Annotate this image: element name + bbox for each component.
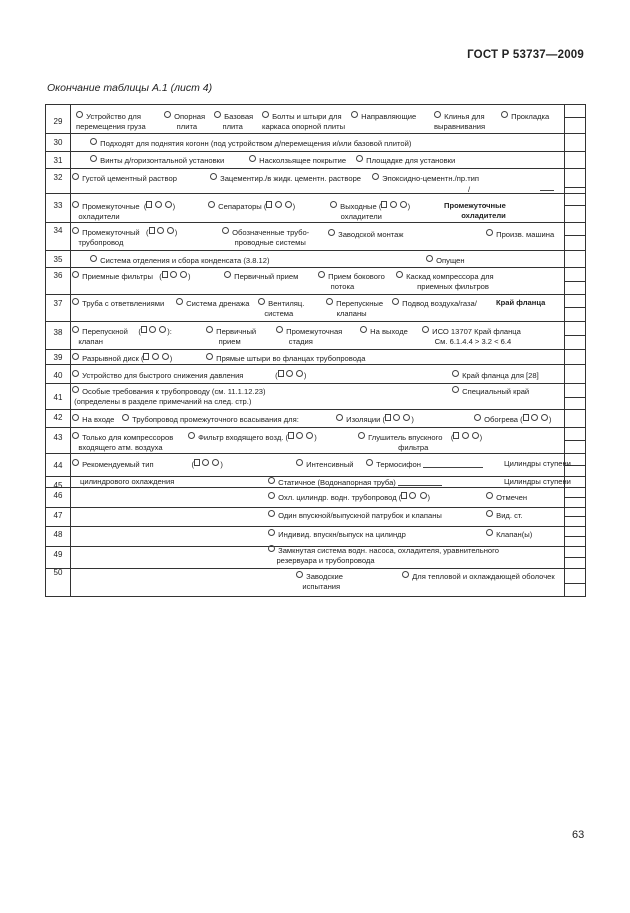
radio-icon[interactable] [224,271,231,278]
radio-icon[interactable] [165,201,172,208]
radio-icon[interactable] [472,432,479,439]
option[interactable]: Сепараторы ( ) [208,201,295,212]
row-number: 50 [53,568,63,577]
option[interactable]: Промежуточные ( ) охладители [72,201,175,222]
option[interactable]: Промежуточная стадия [276,326,342,347]
option[interactable]: Направляющие [351,111,416,122]
option-label: Край фланца [496,298,546,307]
radio-icon[interactable] [275,201,282,208]
radio-icon[interactable] [330,201,337,208]
radio-icon[interactable] [206,353,213,360]
radio-icon[interactable] [162,353,169,360]
option[interactable]: ИСО 13707 Край фланца См. 6.1.4.4 > 3.2 < 6.4 [422,326,521,347]
checkbox-icon[interactable] [149,227,155,234]
row-number: 38 [53,328,63,337]
option[interactable]: Подходят для поднятия когонн (под устройством д/перемещения и/или базовой плитой) [90,138,411,149]
radio-icon[interactable] [306,432,313,439]
radio-icon[interactable] [541,414,548,421]
radio-icon[interactable] [268,510,275,517]
option-label: Цилиндры ступени [504,477,571,486]
radio-icon[interactable] [318,271,325,278]
radio-icon[interactable] [326,298,333,305]
radio-icon[interactable] [358,432,365,439]
option[interactable]: Базовая плита [214,111,253,132]
radio-icon[interactable] [90,155,97,162]
radio-icon[interactable] [72,227,79,234]
radio-icon[interactable] [180,271,187,278]
radio-icon[interactable] [396,271,403,278]
row-number: 29 [53,117,63,126]
radio-icon[interactable] [452,370,459,377]
option[interactable]: Приемные фильтры ( ) [72,271,191,282]
option[interactable]: Труба с ответвлениями [72,298,164,309]
radio-icon[interactable] [208,201,215,208]
radio-icon[interactable] [72,353,79,360]
radio-icon[interactable] [72,326,79,333]
row-number: 40 [53,371,63,380]
radio-icon[interactable] [336,414,343,421]
radio-icon[interactable] [72,459,79,466]
option[interactable]: Устройство для быстрого снижения давления ( ) [72,370,306,381]
option-label: Промежуточные охладители [444,201,506,220]
option[interactable]: Заводской монтаж [328,229,403,240]
radio-icon[interactable] [72,298,79,305]
option[interactable]: Насколзьящее покрытие [249,155,346,166]
option[interactable]: Каскад компрессора для приемных фильтров [396,271,494,292]
radio-icon[interactable] [210,173,217,180]
option[interactable]: Один впускной/выпускной патрубок и клапаны [268,510,442,521]
radio-icon[interactable] [155,201,162,208]
radio-icon[interactable] [72,370,79,377]
option[interactable]: Прием бокового потока [318,271,385,292]
option[interactable]: Изоляции ( ) [336,414,414,425]
option[interactable]: Опущен [426,255,465,266]
row-number: 33 [53,201,63,210]
radio-icon[interactable] [76,111,83,118]
radio-icon[interactable] [296,571,303,578]
option[interactable]: Разрывной диск ( ) [72,353,172,364]
radio-icon[interactable] [501,111,508,118]
option[interactable]: Статичное (Водонапорная труба) [268,477,442,488]
radio-icon[interactable] [176,298,183,305]
option[interactable]: Винты д/горизонтальной установки [90,155,224,166]
radio-icon[interactable] [276,326,283,333]
radio-icon[interactable] [286,370,293,377]
radio-icon[interactable] [157,227,164,234]
option[interactable]: На выходе [360,326,408,337]
radio-icon[interactable] [268,477,275,484]
radio-icon[interactable] [122,414,129,421]
radio-icon[interactable] [152,353,159,360]
radio-icon[interactable] [531,414,538,421]
checkbox-icon[interactable] [141,326,147,333]
radio-icon[interactable] [328,229,335,236]
option[interactable]: Вид. ст. [486,510,523,521]
radio-icon[interactable] [72,414,79,421]
option[interactable]: Первичный прием [206,326,256,347]
radio-icon[interactable] [296,459,303,466]
radio-icon[interactable] [159,326,166,333]
radio-icon[interactable] [262,111,269,118]
option[interactable]: Болты и штыри для каркаса опорной плиты [262,112,346,131]
checkbox-icon[interactable] [162,271,168,278]
row-number: 44 [53,461,63,470]
row-number: 47 [53,511,63,520]
row-number: 46 [53,491,63,500]
option[interactable]: Перепускные клапаны [326,298,383,319]
radio-icon[interactable] [72,386,79,393]
radio-icon[interactable] [214,111,221,118]
radio-icon[interactable] [486,510,493,517]
radio-icon[interactable] [206,326,213,333]
row-number: 30 [53,138,63,147]
option[interactable]: Выходные ( ) охладители [330,201,410,222]
radio-icon[interactable] [420,492,427,499]
radio-icon[interactable] [268,529,275,536]
option[interactable]: Прокладка [501,111,549,122]
checkbox-icon[interactable] [385,414,391,421]
radio-icon[interactable] [486,492,493,499]
row-number: 35 [53,255,63,264]
radio-icon[interactable] [167,227,174,234]
checkbox-icon[interactable] [143,353,149,360]
radio-icon[interactable] [258,298,265,305]
option[interactable]: Термосифон [366,459,483,470]
option[interactable]: Вентиляц. система [258,298,304,319]
radio-icon[interactable] [462,432,469,439]
row-number: 49 [53,550,63,559]
row-number: 37 [53,299,63,308]
radio-icon[interactable] [360,326,367,333]
option[interactable]: Заводские испытания [296,571,343,592]
radio-icon[interactable] [164,111,171,118]
row-number: 34 [53,226,63,235]
option[interactable]: Подвод воздуха/газа/ [392,298,477,309]
checkbox-icon[interactable] [381,201,387,208]
option[interactable]: Клинья для выравнивания [434,112,486,131]
row-number: 42 [53,413,63,422]
option[interactable]: Клапан(ы) [486,529,532,540]
option[interactable]: Первичный прием [224,271,298,282]
radio-icon[interactable] [402,571,409,578]
option[interactable]: Опорная плита [164,111,205,132]
radio-icon[interactable] [434,111,441,118]
option[interactable]: Охл. цилиндр. водн. трубопровод ( ) [268,492,430,503]
option[interactable]: Система отделения и сбора конденсата (3.8.12) [90,255,270,266]
radio-icon[interactable] [90,255,97,262]
option[interactable]: Глушитель впускного ( ) фильтра [358,432,482,453]
radio-icon[interactable] [170,271,177,278]
option-label: цилиндрового охлаждения [80,477,175,486]
page-number: 63 [572,829,585,841]
option[interactable]: Рекомендуемый тип ( ) [72,459,223,470]
radio-icon[interactable] [409,492,416,499]
radio-icon[interactable] [72,271,79,278]
radio-icon[interactable] [356,155,363,162]
option[interactable]: Густой цементный раствор [72,173,177,184]
checkbox-icon[interactable] [278,370,284,377]
radio-icon[interactable] [268,492,275,499]
radio-icon[interactable] [296,370,303,377]
row-number: 43 [53,433,63,442]
radio-icon[interactable] [296,432,303,439]
row-number: 45 [53,481,63,490]
radio-icon[interactable] [222,227,229,234]
radio-icon[interactable] [392,298,399,305]
option[interactable]: Система дренажа [176,298,249,309]
radio-icon[interactable] [149,326,156,333]
option[interactable]: Трубопровод промежуточного всасывания для: [122,414,299,425]
option[interactable]: Отмечен [486,492,527,503]
option[interactable]: Для тепловой и охлаждающей оболочек [402,571,555,582]
radio-icon[interactable] [372,173,379,180]
fill-line[interactable] [540,183,554,193]
row-number: 48 [53,530,63,539]
row-number: 31 [53,156,63,165]
row-number: 41 [53,393,63,402]
row-number: 39 [53,353,63,362]
radio-icon[interactable] [72,201,79,208]
option[interactable]: Эпоксидно-цементн./пр.тип [372,173,479,184]
option[interactable]: Индивид. впускн/выпуск на цилиндр [268,529,406,540]
radio-icon[interactable] [202,459,209,466]
radio-icon[interactable] [474,414,481,421]
option[interactable]: Особые требования к трубопроводу (см. 11.1.12.23) (определены в разделе примечаний на след. стр.) [72,386,266,407]
radio-icon[interactable] [188,432,195,439]
radio-icon[interactable] [486,529,493,536]
checkbox-icon[interactable] [401,492,407,499]
option[interactable]: Интенсивный [296,459,354,470]
table-caption: Окончание таблицы А.1 (лист 4) [47,82,213,94]
radio-icon[interactable] [426,255,433,262]
checkbox-icon[interactable] [523,414,529,421]
option[interactable]: Фильтр входящего возд. ( ) [188,432,317,443]
radio-icon[interactable] [285,201,292,208]
checkbox-icon[interactable] [194,459,200,466]
radio-icon[interactable] [390,201,397,208]
radio-icon[interactable] [72,432,79,439]
option[interactable]: Только для компрессоров входящего атм. воздуха [72,432,173,453]
radio-icon[interactable] [486,229,493,236]
radio-icon[interactable] [72,173,79,180]
option-label: Цилиндры ступени [504,459,571,468]
radio-icon[interactable] [393,414,400,421]
option[interactable]: Замкнутая система водн. насоса, охладителя, уравнительного резервуара и трубопровода [268,545,499,566]
radio-icon[interactable] [212,459,219,466]
row-number: 36 [53,271,63,280]
option[interactable]: Прямые штыри во фланцах трубопровода [206,353,365,364]
option[interactable]: Устройство для перемещения груза [76,112,146,131]
radio-icon[interactable] [366,459,373,466]
option[interactable]: Произв. машина [486,229,554,240]
option[interactable]: Зацементир./в жидк. цементн. растворе [210,173,361,184]
checkbox-icon[interactable] [453,432,459,439]
radio-icon[interactable] [90,138,97,145]
data-sheet-table [45,104,586,597]
radio-icon[interactable] [403,414,410,421]
option[interactable]: Промежуточный ( ) трубопровод [72,227,177,248]
option[interactable]: Перепускной ( ): клапан [72,326,172,347]
option[interactable]: Край фланца для [28] [452,370,539,381]
option[interactable]: На входе [72,414,114,425]
radio-icon[interactable] [351,111,358,118]
radio-icon[interactable] [452,386,459,393]
checkbox-icon[interactable] [266,201,272,208]
radio-icon[interactable] [422,326,429,333]
option[interactable]: Обогрева ( ) [474,414,551,425]
radio-icon[interactable] [249,155,256,162]
radio-icon[interactable] [268,545,275,552]
row-number: 32 [53,173,63,182]
checkbox-icon[interactable] [288,432,294,439]
document-id: ГОСТ Р 53737—2009 [467,49,584,61]
option[interactable]: Специальный край [452,386,529,397]
option[interactable]: Площадке для установки [356,155,455,166]
checkbox-icon[interactable] [146,201,152,208]
option[interactable]: Обозначенные трубо- проводные системы [222,227,309,248]
radio-icon[interactable] [400,201,407,208]
slash-mark: / [468,185,471,194]
